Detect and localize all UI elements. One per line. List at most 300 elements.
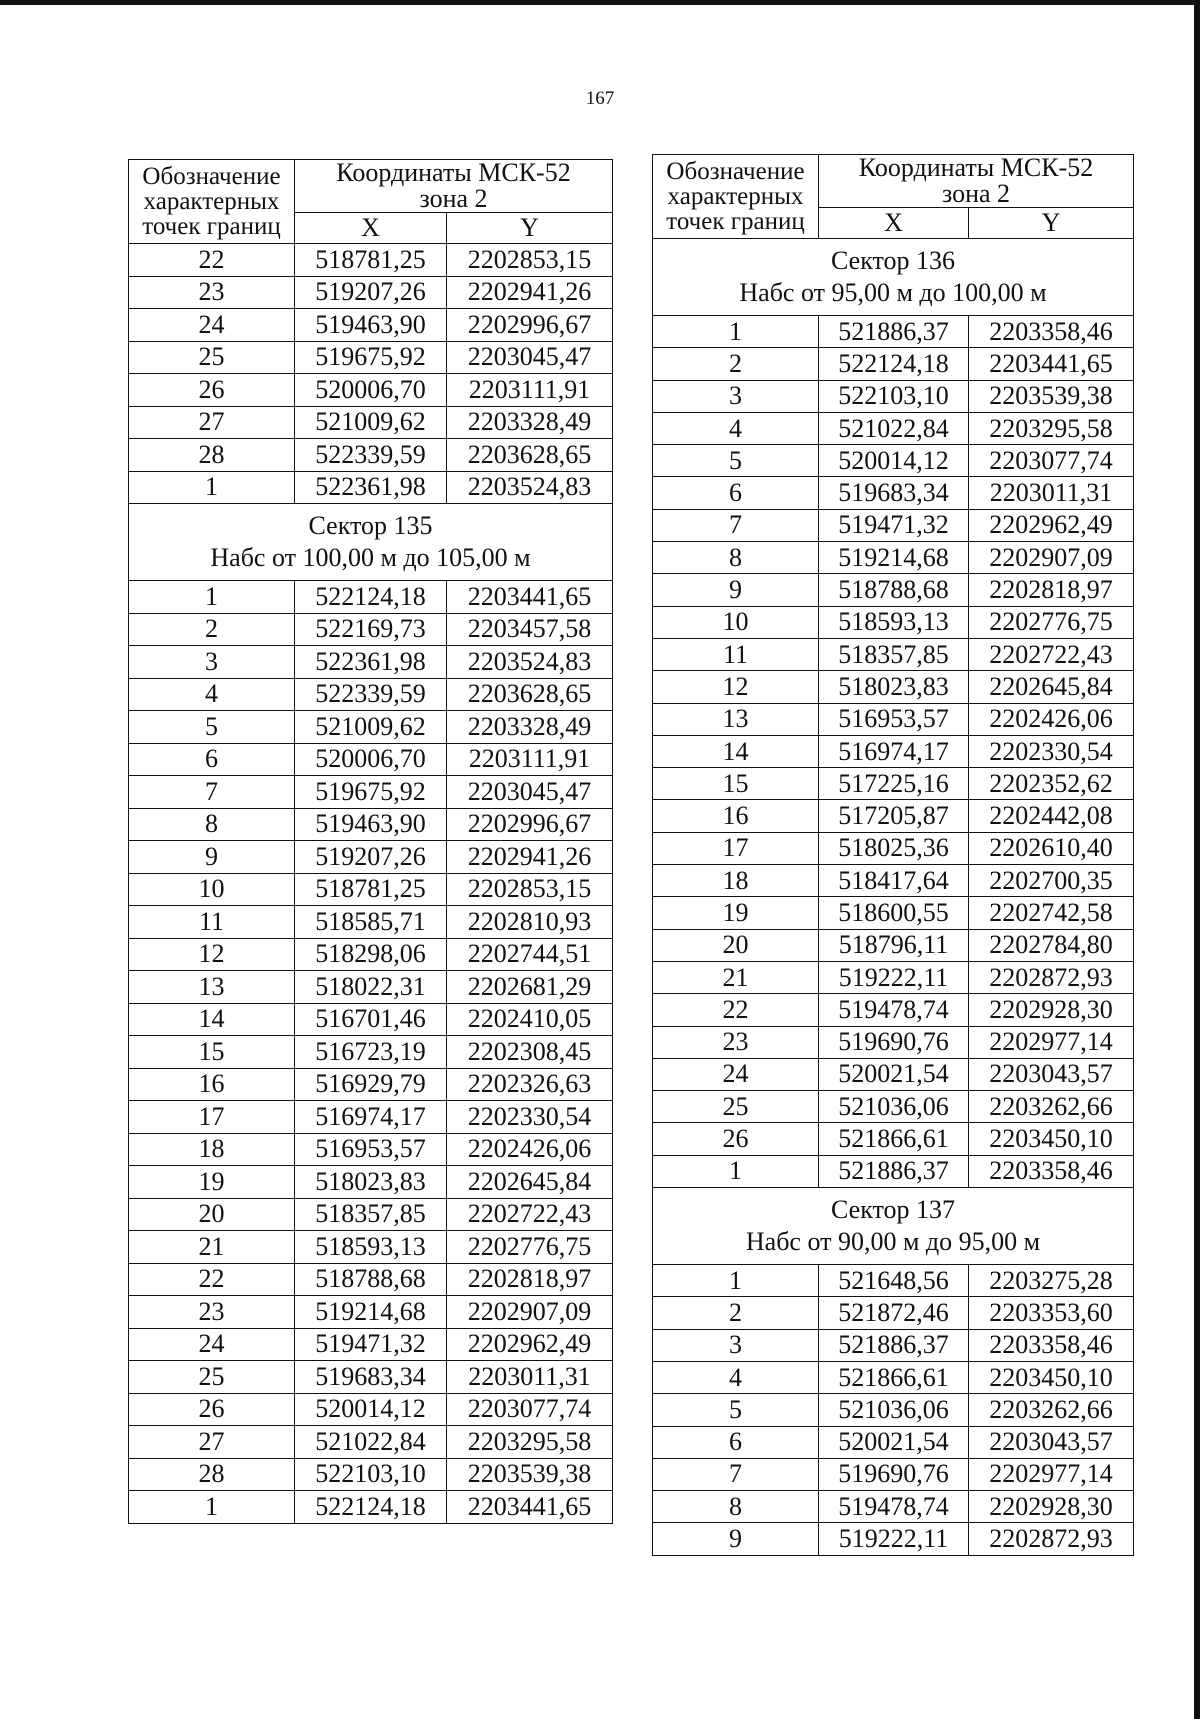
x-cell: 519690,76 bbox=[819, 1026, 969, 1058]
point-cell: 1 bbox=[653, 1265, 819, 1297]
y-cell: 2202818,97 bbox=[969, 574, 1134, 606]
y-cell: 2203441,65 bbox=[447, 1491, 613, 1524]
table-row bbox=[653, 703, 1134, 735]
x-cell: 520014,12 bbox=[819, 445, 969, 477]
table-row bbox=[129, 613, 613, 646]
table-row bbox=[653, 865, 1134, 897]
x-cell: 522124,18 bbox=[295, 581, 447, 614]
point-cell: 17 bbox=[653, 832, 819, 864]
y-cell: 2202410,05 bbox=[447, 1003, 613, 1036]
x-cell: 519222,11 bbox=[819, 1523, 969, 1555]
x-cell: 522103,10 bbox=[295, 1458, 447, 1491]
y-cell: 2202962,49 bbox=[447, 1328, 613, 1361]
y-cell: 2202722,43 bbox=[447, 1198, 613, 1231]
table-row bbox=[129, 1361, 613, 1394]
point-cell: 21 bbox=[653, 961, 819, 993]
point-cell: 16 bbox=[129, 1068, 295, 1101]
x-cell: 519675,92 bbox=[295, 341, 447, 374]
x-cell: 521886,37 bbox=[819, 1329, 969, 1361]
table-row bbox=[653, 1265, 1134, 1297]
x-cell: 518585,71 bbox=[295, 906, 447, 939]
point-cell: 15 bbox=[653, 768, 819, 800]
point-cell: 7 bbox=[653, 509, 819, 541]
x-cell: 518781,25 bbox=[295, 244, 447, 277]
x-cell: 518025,36 bbox=[819, 832, 969, 864]
table-row bbox=[129, 309, 613, 342]
point-cell: 20 bbox=[653, 929, 819, 961]
y-cell: 2203043,57 bbox=[969, 1426, 1134, 1458]
y-cell: 2203011,31 bbox=[447, 1361, 613, 1394]
x-cell: 518788,68 bbox=[819, 574, 969, 606]
point-cell: 14 bbox=[129, 1003, 295, 1036]
x-cell: 520006,70 bbox=[295, 743, 447, 776]
x-cell: 516974,17 bbox=[295, 1101, 447, 1134]
table-row bbox=[129, 1296, 613, 1329]
x-cell: 518298,06 bbox=[295, 938, 447, 971]
y-cell: 2203262,66 bbox=[969, 1091, 1134, 1123]
point-cell: 1 bbox=[653, 316, 819, 348]
y-cell: 2203262,66 bbox=[969, 1394, 1134, 1426]
table-row bbox=[129, 776, 613, 809]
y-cell: 2202962,49 bbox=[969, 509, 1134, 541]
table-row bbox=[129, 581, 613, 614]
point-cell: 2 bbox=[653, 1297, 819, 1329]
y-cell: 2203077,74 bbox=[447, 1393, 613, 1426]
x-cell: 518796,11 bbox=[819, 929, 969, 961]
table-row bbox=[129, 841, 613, 874]
table-row bbox=[129, 244, 613, 277]
sector-heading-row bbox=[129, 504, 613, 581]
x-cell: 519463,90 bbox=[295, 309, 447, 342]
table-row bbox=[653, 800, 1134, 832]
x-cell: 521886,37 bbox=[819, 1155, 969, 1187]
y-cell: 2203011,31 bbox=[969, 477, 1134, 509]
x-cell: 521022,84 bbox=[295, 1426, 447, 1459]
table-row bbox=[129, 1101, 613, 1134]
y-cell: 2202977,14 bbox=[969, 1458, 1134, 1490]
x-cell: 520014,12 bbox=[295, 1393, 447, 1426]
x-cell: 518593,13 bbox=[819, 606, 969, 638]
table-row bbox=[653, 1123, 1134, 1155]
table-row bbox=[653, 316, 1134, 348]
x-cell: 519478,74 bbox=[819, 994, 969, 1026]
point-cell: 28 bbox=[129, 439, 295, 472]
y-cell: 2203450,10 bbox=[969, 1123, 1134, 1155]
x-cell: 521036,06 bbox=[819, 1394, 969, 1426]
y-column-header: Y bbox=[969, 208, 1134, 239]
x-cell: 516723,19 bbox=[295, 1036, 447, 1069]
point-cell: 23 bbox=[653, 1026, 819, 1058]
y-cell: 2203358,46 bbox=[969, 316, 1134, 348]
table-row bbox=[129, 1458, 613, 1491]
table-row bbox=[653, 412, 1134, 444]
y-cell: 2203457,58 bbox=[447, 613, 613, 646]
x-cell: 522361,98 bbox=[295, 471, 447, 504]
point-cell: 27 bbox=[129, 1426, 295, 1459]
x-cell: 519478,74 bbox=[819, 1491, 969, 1523]
table-row bbox=[129, 1166, 613, 1199]
table-row bbox=[129, 938, 613, 971]
x-cell: 518593,13 bbox=[295, 1231, 447, 1264]
table-row bbox=[653, 832, 1134, 864]
sector-height-range: Набс от 90,00 м до 95,00 м bbox=[745, 1227, 1041, 1257]
x-cell: 516701,46 bbox=[295, 1003, 447, 1036]
y-cell: 2202818,97 bbox=[447, 1263, 613, 1296]
y-cell: 2202907,09 bbox=[447, 1296, 613, 1329]
table-row bbox=[129, 1393, 613, 1426]
y-cell: 2202853,15 bbox=[447, 244, 613, 277]
point-cell: 1 bbox=[653, 1155, 819, 1187]
table-row bbox=[653, 348, 1134, 380]
x-cell: 517225,16 bbox=[819, 768, 969, 800]
x-cell: 522339,59 bbox=[295, 439, 447, 472]
y-cell: 2202941,26 bbox=[447, 276, 613, 309]
table-row bbox=[653, 477, 1134, 509]
x-cell: 522339,59 bbox=[295, 678, 447, 711]
table-row bbox=[129, 873, 613, 906]
y-cell: 2202308,45 bbox=[447, 1036, 613, 1069]
x-cell: 521036,06 bbox=[819, 1091, 969, 1123]
y-cell: 2202977,14 bbox=[969, 1026, 1134, 1058]
x-cell: 518600,55 bbox=[819, 897, 969, 929]
y-cell: 2202872,93 bbox=[969, 961, 1134, 993]
point-cell: 22 bbox=[653, 994, 819, 1026]
x-cell: 520021,54 bbox=[819, 1058, 969, 1090]
x-cell: 519471,32 bbox=[819, 509, 969, 541]
x-cell: 518023,83 bbox=[819, 671, 969, 703]
point-cell: 7 bbox=[129, 776, 295, 809]
y-cell: 2202742,58 bbox=[969, 897, 1134, 929]
coordinate-system-header: Координаты МСК-52 зона 2 bbox=[819, 155, 1134, 208]
y-cell: 2202681,29 bbox=[447, 971, 613, 1004]
x-cell: 517205,87 bbox=[819, 800, 969, 832]
table-row bbox=[653, 1523, 1134, 1555]
point-cell: 10 bbox=[653, 606, 819, 638]
point-cell: 7 bbox=[653, 1458, 819, 1490]
table-row bbox=[129, 646, 613, 679]
point-cell: 17 bbox=[129, 1101, 295, 1134]
y-cell: 2203441,65 bbox=[447, 581, 613, 614]
table-row bbox=[129, 1198, 613, 1231]
point-cell: 6 bbox=[653, 477, 819, 509]
table-row bbox=[653, 897, 1134, 929]
y-cell: 2202330,54 bbox=[969, 735, 1134, 767]
x-cell: 518788,68 bbox=[295, 1263, 447, 1296]
x-cell: 522124,18 bbox=[819, 348, 969, 380]
point-cell: 9 bbox=[653, 1523, 819, 1555]
coordinates-table-right bbox=[652, 154, 1134, 1556]
y-cell: 2202853,15 bbox=[447, 873, 613, 906]
table-row bbox=[653, 735, 1134, 767]
point-cell: 1 bbox=[129, 471, 295, 504]
point-cell: 20 bbox=[129, 1198, 295, 1231]
y-cell: 2203045,47 bbox=[447, 341, 613, 374]
y-cell: 2202442,08 bbox=[969, 800, 1134, 832]
y-cell: 2203441,65 bbox=[969, 348, 1134, 380]
x-cell: 519214,68 bbox=[819, 542, 969, 574]
sector-heading bbox=[129, 504, 613, 581]
y-cell: 2203275,28 bbox=[969, 1265, 1134, 1297]
x-column-header: X bbox=[295, 213, 447, 244]
y-cell: 2203524,83 bbox=[447, 471, 613, 504]
y-cell: 2203077,74 bbox=[969, 445, 1134, 477]
table-row bbox=[129, 341, 613, 374]
table-row bbox=[129, 971, 613, 1004]
point-cell: 26 bbox=[129, 1393, 295, 1426]
table-row bbox=[653, 671, 1134, 703]
y-cell: 2203539,38 bbox=[969, 380, 1134, 412]
table-row bbox=[129, 1426, 613, 1459]
x-cell: 522103,10 bbox=[819, 380, 969, 412]
point-cell: 2 bbox=[129, 613, 295, 646]
point-cell: 6 bbox=[653, 1426, 819, 1458]
y-cell: 2203358,46 bbox=[969, 1329, 1134, 1361]
coordinates-table-left bbox=[128, 159, 613, 1524]
y-cell: 2202426,06 bbox=[969, 703, 1134, 735]
y-cell: 2203539,38 bbox=[447, 1458, 613, 1491]
y-cell: 2203353,60 bbox=[969, 1297, 1134, 1329]
point-cell: 10 bbox=[129, 873, 295, 906]
y-cell: 2202610,40 bbox=[969, 832, 1134, 864]
sector-title: Сектор 136 bbox=[831, 245, 956, 275]
y-cell: 2202744,51 bbox=[447, 938, 613, 971]
point-cell: 18 bbox=[653, 865, 819, 897]
sector-heading bbox=[653, 1188, 1134, 1265]
y-cell: 2203043,57 bbox=[969, 1058, 1134, 1090]
point-cell: 3 bbox=[653, 1329, 819, 1361]
point-cell: 24 bbox=[653, 1058, 819, 1090]
y-cell: 2203450,10 bbox=[969, 1361, 1134, 1393]
page-number: 167 bbox=[585, 88, 615, 109]
point-cell: 4 bbox=[653, 1361, 819, 1393]
x-cell: 518022,31 bbox=[295, 971, 447, 1004]
y-cell: 2202784,80 bbox=[969, 929, 1134, 961]
table-row bbox=[653, 1297, 1134, 1329]
y-cell: 2202426,06 bbox=[447, 1133, 613, 1166]
y-cell: 2202928,30 bbox=[969, 994, 1134, 1026]
x-cell: 521866,61 bbox=[819, 1361, 969, 1393]
table-row bbox=[653, 445, 1134, 477]
x-cell: 522124,18 bbox=[295, 1491, 447, 1524]
point-cell: 25 bbox=[653, 1091, 819, 1123]
y-cell: 2203328,49 bbox=[447, 711, 613, 744]
table-row bbox=[653, 929, 1134, 961]
point-cell: 9 bbox=[129, 841, 295, 874]
scan-frame-right bbox=[1194, 0, 1200, 1719]
point-cell: 11 bbox=[129, 906, 295, 939]
sector-heading-row bbox=[653, 1188, 1134, 1265]
x-cell: 519675,92 bbox=[295, 776, 447, 809]
x-cell: 521886,37 bbox=[819, 316, 969, 348]
point-cell: 26 bbox=[653, 1123, 819, 1155]
point-cell: 12 bbox=[129, 938, 295, 971]
x-cell: 516974,17 bbox=[819, 735, 969, 767]
point-cell: 3 bbox=[653, 380, 819, 412]
y-cell: 2202326,63 bbox=[447, 1068, 613, 1101]
table-row bbox=[129, 711, 613, 744]
x-cell: 519683,34 bbox=[819, 477, 969, 509]
y-cell: 2202700,35 bbox=[969, 865, 1134, 897]
x-cell: 521872,46 bbox=[819, 1297, 969, 1329]
y-cell: 2203524,83 bbox=[447, 646, 613, 679]
x-cell: 522169,73 bbox=[295, 613, 447, 646]
table-row bbox=[653, 638, 1134, 670]
table-row bbox=[653, 1426, 1134, 1458]
table-row bbox=[653, 961, 1134, 993]
point-cell: 26 bbox=[129, 374, 295, 407]
y-cell: 2202996,67 bbox=[447, 808, 613, 841]
y-cell: 2202722,43 bbox=[969, 638, 1134, 670]
point-cell: 25 bbox=[129, 1361, 295, 1394]
x-cell: 519207,26 bbox=[295, 841, 447, 874]
point-cell: 18 bbox=[129, 1133, 295, 1166]
point-cell: 5 bbox=[653, 1394, 819, 1426]
y-cell: 2202776,75 bbox=[969, 606, 1134, 638]
table-row bbox=[129, 1263, 613, 1296]
table-row bbox=[129, 471, 613, 504]
point-cell: 24 bbox=[129, 309, 295, 342]
y-cell: 2202776,75 bbox=[447, 1231, 613, 1264]
x-cell: 520006,70 bbox=[295, 374, 447, 407]
table-row bbox=[129, 374, 613, 407]
x-cell: 519222,11 bbox=[819, 961, 969, 993]
x-cell: 520021,54 bbox=[819, 1426, 969, 1458]
point-cell: 23 bbox=[129, 276, 295, 309]
table-row bbox=[653, 606, 1134, 638]
table-row bbox=[129, 1068, 613, 1101]
point-cell: 11 bbox=[653, 638, 819, 670]
table-row bbox=[129, 1231, 613, 1264]
x-cell: 516953,57 bbox=[295, 1133, 447, 1166]
x-cell: 516953,57 bbox=[819, 703, 969, 735]
table-row bbox=[653, 1026, 1134, 1058]
point-cell: 21 bbox=[129, 1231, 295, 1264]
point-cell: 22 bbox=[129, 1263, 295, 1296]
point-cell: 13 bbox=[129, 971, 295, 1004]
point-cell: 8 bbox=[653, 1491, 819, 1523]
y-cell: 2202941,26 bbox=[447, 841, 613, 874]
table-row bbox=[653, 542, 1134, 574]
table-row bbox=[129, 906, 613, 939]
sector-height-range: Набс от 100,00 м до 105,00 м bbox=[210, 543, 531, 572]
sector-title: Сектор 135 bbox=[308, 510, 433, 540]
y-cell: 2202810,93 bbox=[447, 906, 613, 939]
point-cell: 19 bbox=[129, 1166, 295, 1199]
point-cell: 16 bbox=[653, 800, 819, 832]
point-cell: 4 bbox=[653, 412, 819, 444]
sector-heading-row bbox=[653, 239, 1134, 316]
table-row bbox=[653, 1058, 1134, 1090]
x-cell: 521009,62 bbox=[295, 711, 447, 744]
x-cell: 519690,76 bbox=[819, 1458, 969, 1490]
point-cell: 2 bbox=[653, 348, 819, 380]
y-cell: 2203111,91 bbox=[447, 743, 613, 776]
point-cell: 5 bbox=[129, 711, 295, 744]
table-row bbox=[129, 808, 613, 841]
y-cell: 2203328,49 bbox=[447, 406, 613, 439]
table-row bbox=[129, 678, 613, 711]
y-cell: 2203045,47 bbox=[447, 776, 613, 809]
x-cell: 518357,85 bbox=[295, 1198, 447, 1231]
x-cell: 519214,68 bbox=[295, 1296, 447, 1329]
y-cell: 2202996,67 bbox=[447, 309, 613, 342]
y-cell: 2203295,58 bbox=[969, 412, 1134, 444]
y-cell: 2202645,84 bbox=[969, 671, 1134, 703]
x-cell: 519471,32 bbox=[295, 1328, 447, 1361]
point-cell: 22 bbox=[129, 244, 295, 277]
x-cell: 518417,64 bbox=[819, 865, 969, 897]
x-cell: 518357,85 bbox=[819, 638, 969, 670]
table-row bbox=[129, 276, 613, 309]
table-row bbox=[129, 743, 613, 776]
table-row bbox=[653, 1155, 1134, 1187]
point-cell: 13 bbox=[653, 703, 819, 735]
y-cell: 2203111,91 bbox=[447, 374, 613, 407]
point-cell: 5 bbox=[653, 445, 819, 477]
table-row bbox=[129, 406, 613, 439]
table-row bbox=[653, 1091, 1134, 1123]
point-cell: 27 bbox=[129, 406, 295, 439]
coordinate-system-header: Координаты МСК-52 зона 2 bbox=[295, 160, 613, 213]
point-cell: 24 bbox=[129, 1328, 295, 1361]
point-designation-header: Обозначение характерных точек границ bbox=[653, 155, 819, 239]
table-row bbox=[653, 1491, 1134, 1523]
point-cell: 14 bbox=[653, 735, 819, 767]
point-cell: 8 bbox=[129, 808, 295, 841]
y-cell: 2202928,30 bbox=[969, 1491, 1134, 1523]
point-cell: 6 bbox=[129, 743, 295, 776]
y-cell: 2203628,65 bbox=[447, 439, 613, 472]
y-cell: 2202907,09 bbox=[969, 542, 1134, 574]
x-cell: 522361,98 bbox=[295, 646, 447, 679]
table-row bbox=[653, 1361, 1134, 1393]
point-cell: 1 bbox=[129, 581, 295, 614]
table-row bbox=[653, 1329, 1134, 1361]
table-row bbox=[129, 1036, 613, 1069]
point-cell: 8 bbox=[653, 542, 819, 574]
y-cell: 2202330,54 bbox=[447, 1101, 613, 1134]
y-cell: 2203295,58 bbox=[447, 1426, 613, 1459]
x-cell: 516929,79 bbox=[295, 1068, 447, 1101]
point-cell: 25 bbox=[129, 341, 295, 374]
table-row bbox=[129, 1491, 613, 1524]
table-row bbox=[653, 574, 1134, 606]
x-column-header: X bbox=[819, 208, 969, 239]
x-cell: 521009,62 bbox=[295, 406, 447, 439]
x-cell: 519207,26 bbox=[295, 276, 447, 309]
y-cell: 2203628,65 bbox=[447, 678, 613, 711]
x-cell: 521648,56 bbox=[819, 1265, 969, 1297]
sector-title: Сектор 137 bbox=[831, 1194, 956, 1224]
table-row bbox=[653, 768, 1134, 800]
sector-heading bbox=[653, 239, 1134, 316]
point-cell: 9 bbox=[653, 574, 819, 606]
point-cell: 1 bbox=[129, 1491, 295, 1524]
point-cell: 3 bbox=[129, 646, 295, 679]
x-cell: 518023,83 bbox=[295, 1166, 447, 1199]
table-row bbox=[129, 439, 613, 472]
point-cell: 28 bbox=[129, 1458, 295, 1491]
point-cell: 4 bbox=[129, 678, 295, 711]
sector-height-range: Набс от 95,00 м до 100,00 м bbox=[739, 278, 1047, 307]
table-row bbox=[129, 1003, 613, 1036]
scan-frame-top bbox=[0, 0, 1200, 5]
x-cell: 521866,61 bbox=[819, 1123, 969, 1155]
table-row bbox=[653, 1394, 1134, 1426]
y-cell: 2202645,84 bbox=[447, 1166, 613, 1199]
x-cell: 518781,25 bbox=[295, 873, 447, 906]
point-cell: 12 bbox=[653, 671, 819, 703]
